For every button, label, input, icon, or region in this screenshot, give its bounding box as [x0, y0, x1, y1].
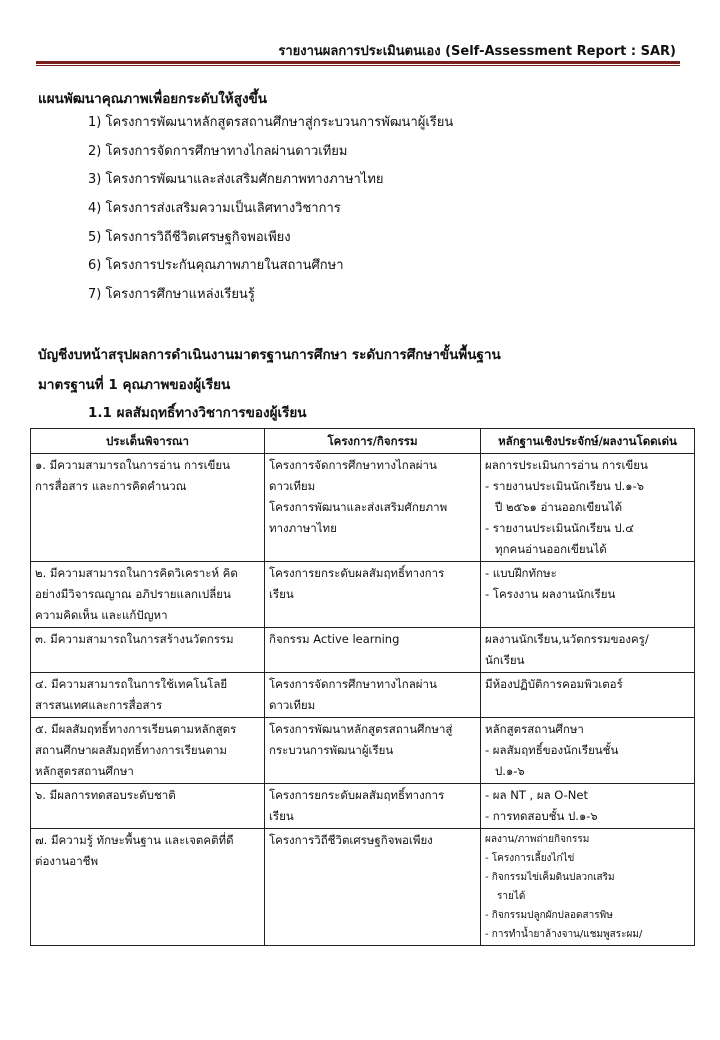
project-cell [265, 784, 481, 829]
plan-heading: แผนพัฒนาคุณภาพเพื่อยกระดับให้สูงขึ้น [38, 91, 267, 107]
assessment-table [30, 428, 695, 946]
header-project: โครงการ/กิจกรรม [265, 429, 481, 454]
cell-line: เรียน [269, 809, 294, 823]
plan-item: 5) โครงการวิถีชีวิตเศรษฐกิจพอเพียง [88, 229, 291, 245]
cell-line: โครงการวิถีชีวิตเศรษฐกิจพอเพียง [269, 833, 433, 847]
table-row [31, 673, 695, 718]
plan-list [88, 113, 453, 314]
cell-line: ๓. มีความสามารถในการสร้างนวัตกรรม [35, 632, 234, 646]
cell-line: เรียน [269, 587, 294, 601]
cell-line: - ผลสัมฤทธิ์ของนักเรียนชั้น [485, 743, 619, 757]
plan-item: 3) โครงการพัฒนาและส่งเสริมศักยภาพทางภาษาไทย [88, 172, 384, 188]
evidence-cell [481, 673, 695, 718]
cell-line: โครงการยกระดับผลสัมฤทธิ์ทางการ [269, 788, 445, 802]
project-cell [265, 829, 481, 946]
cell-line: รายได้ [497, 891, 526, 902]
cell-line: - รายงานประเมินนักเรียน ป.๑-๖ [485, 479, 645, 493]
cell-line: อย่างมีวิจารณญาณ อภิปรายแลกเปลี่ยน [35, 587, 231, 601]
project-cell [265, 454, 481, 562]
issue-cell [31, 718, 265, 784]
cell-line: โครงการจัดการศึกษาทางไกลผ่าน [269, 458, 437, 472]
issue-cell [31, 673, 265, 718]
plan-item: 1) โครงการพัฒนาหลักสูตรสถานศึกษาสู่กระบวนการพัฒนาผู้เรียน [88, 115, 454, 130]
cell-line: ผลการประเมินการอ่าน การเขียน [485, 458, 648, 472]
issue-cell [31, 454, 265, 562]
cell-line: ความคิดเห็น และแก้ปัญหา [35, 608, 168, 622]
project-cell [265, 673, 481, 718]
project-cell [265, 628, 481, 673]
table-row [31, 718, 695, 784]
evidence-cell [481, 562, 695, 628]
issue-cell [31, 829, 265, 946]
cell-line: - โครงงาน ผลงานนักเรียน [485, 587, 616, 601]
evidence-cell [481, 784, 695, 829]
cell-line: - การทดสอบชั้น ป.๑-๖ [485, 809, 598, 823]
cell-line: การสื่อสาร และการคิดคำนวณ [35, 479, 187, 493]
cell-line: โครงการพัฒนาและส่งเสริมศักยภาพ [269, 500, 448, 514]
cell-line: กระบวนการพัฒนาผู้เรียน [269, 743, 394, 757]
cell-line: ปี ๒๕๖๑ อ่านออกเขียนได้ [495, 500, 623, 514]
cell-line: - การทำน้ำยาล้างจาน/แชมพูสระผม/ [485, 929, 643, 940]
table-row [31, 454, 695, 562]
report-header-title: รายงานผลการประเมินตนเอง (Self-Assessment Report : SAR) [278, 44, 676, 59]
cell-line: สารสนเทศและการสื่อสาร [35, 698, 163, 712]
header-rule-thin [36, 65, 680, 66]
cell-line: ๖. มีผลการทดสอบระดับชาติ [35, 788, 176, 802]
cell-line: สถานศึกษาผลสัมฤทธิ์ทางการเรียนตาม [35, 743, 228, 757]
cell-line: ป.๑-๖ [495, 764, 525, 778]
issue-cell [31, 562, 265, 628]
header-evidence: หลักฐานเชิงประจักษ์/ผลงานโดดเด่น [481, 429, 695, 454]
cell-line: - ผล NT , ผล O-Net [485, 788, 588, 802]
cell-line: ๔. มีความสามารถในการใช้เทคโนโลยี [35, 677, 228, 691]
cell-line: กิจกรรม Active learning [269, 632, 400, 646]
project-cell [265, 562, 481, 628]
plan-item: 4) โครงการส่งเสริมความเป็นเลิศทางวิชาการ [88, 201, 341, 217]
evidence-cell [481, 829, 695, 946]
cell-line: ผลงานนักเรียน,นวัตกรรมของครู/ [485, 632, 649, 646]
cell-line: โครงการยกระดับผลสัมฤทธิ์ทางการ [269, 566, 445, 580]
cell-line: ๒. มีความสามารถในการคิดวิเคราะห์ คิด [35, 566, 238, 580]
cell-line: - รายงานประเมินนักเรียน ป.๔ [485, 521, 634, 535]
cell-line: มีห้องปฏิบัติการคอมพิวเตอร์ [485, 677, 623, 691]
evidence-cell [481, 628, 695, 673]
cell-line: ๕. มีผลสัมฤทธิ์ทางการเรียนตามหลักสูตร [35, 722, 237, 736]
header-issue: ประเด็นพิจารณา [31, 429, 265, 454]
summary-heading: บัญชีงบหน้าสรุปผลการดำเนินงานมาตรฐานการศึกษา ระดับการศึกษาขั้นพื้นฐาน [38, 347, 501, 363]
plan-item: 7) โครงการศึกษาแหล่งเรียนรู้ [88, 287, 255, 303]
cell-line: - กิจกรรมไข่เค็มดินปลวกเสริม [485, 872, 615, 883]
project-cell [265, 718, 481, 784]
issue-cell [31, 784, 265, 829]
plan-item: 6) โครงการประกันคุณภาพภายในสถานศึกษา [88, 258, 344, 274]
cell-line: ต่องานอาชีพ [35, 854, 99, 868]
cell-line: ๑. มีความสามารถในการอ่าน การเขียน [35, 458, 230, 472]
cell-line: โครงการจัดการศึกษาทางไกลผ่าน [269, 677, 437, 691]
table-header-row [31, 429, 695, 454]
cell-line: ดาวเทียม [269, 698, 316, 712]
subsection-heading: 1.1 ผลสัมฤทธิ์ทางวิชาการของผู้เรียน [88, 405, 307, 421]
table-row [31, 562, 695, 628]
plan-item: 2) โครงการจัดการศึกษาทางไกลผ่านดาวเทียม [88, 143, 348, 159]
cell-line: หลักสูตรสถานศึกษา [35, 764, 134, 778]
table-row [31, 628, 695, 673]
evidence-cell [481, 718, 695, 784]
cell-line: ทางภาษาไทย [269, 521, 337, 535]
cell-line: ทุกคนอ่านออกเขียนได้ [495, 542, 607, 556]
cell-line: ๗. มีความรู้ ทักษะพื้นฐาน และเจตคติที่ดี [35, 833, 234, 847]
header-rule [36, 61, 680, 64]
cell-line: - โครงการเลี้ยงไก่ไข่ [485, 853, 575, 864]
table-row [31, 784, 695, 829]
cell-line: หลักสูตรสถานศึกษา [485, 722, 584, 736]
cell-line: - แบบฝึกทักษะ [485, 566, 557, 580]
cell-line: โครงการพัฒนาหลักสูตรสถานศึกษาสู่ [269, 722, 453, 736]
standard-heading: มาตรฐานที่ 1 คุณภาพของผู้เรียน [38, 377, 231, 393]
cell-line: นักเรียน [485, 653, 525, 667]
cell-line: - กิจกรรมปลูกผักปลอดสารพิษ [485, 910, 613, 921]
cell-line: ผลงาน/ภาพถ่ายกิจกรรม [485, 834, 590, 845]
cell-line: ดาวเทียม [269, 479, 316, 493]
issue-cell [31, 628, 265, 673]
evidence-cell [481, 454, 695, 562]
table-row [31, 829, 695, 946]
